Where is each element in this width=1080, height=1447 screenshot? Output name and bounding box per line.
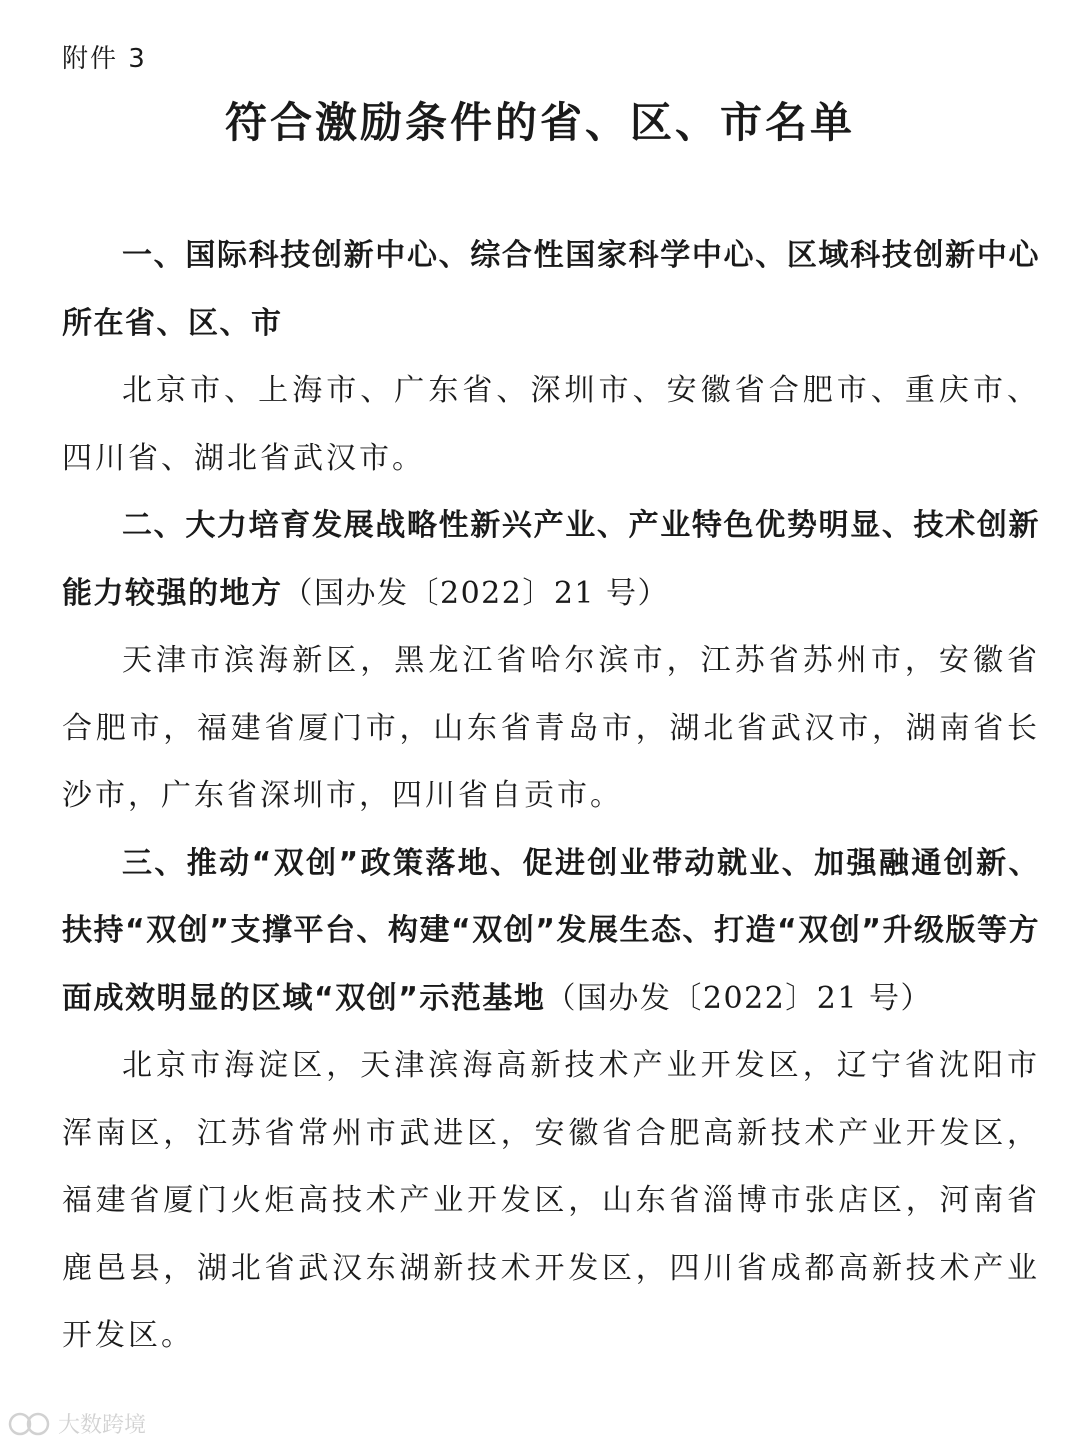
section-3-heading-text: 三、推动“双创”政策落地、促进创业带动就业、加强融通创新、扶持“双创”支撑平台、构建“双创”发展生态、打造“双创”升级版等方面成效明显的区域“双创”示范基地 [62, 845, 1040, 1016]
section-2-heading [62, 492, 1040, 627]
watermark-logo-icon [8, 1411, 52, 1437]
section-2-heading-text: 二、大力培育发展战略性新兴产业、产业特色优势明显、技术创新能力较强的地方 [62, 508, 1040, 611]
section-2-body: 天津市滨海新区，黑龙江省哈尔滨市，江苏省苏州市，安徽省合肥市，福建省厦门市，山东省青岛市，湖北省武汉市，湖南省长沙市，广东省深圳市，四川省自贡市。 [62, 643, 1040, 813]
watermark [8, 1408, 146, 1439]
page-title: 符合激励条件的省、区、市名单 [224, 98, 855, 147]
watermark-text: 大数跨境 [58, 1413, 147, 1438]
section-2-heading-note: （国办发〔2022〕21 号） [282, 575, 670, 611]
section-1-heading [62, 222, 1040, 357]
section-3-heading-note: （国办发〔2022〕21 号） [545, 980, 932, 1016]
attachment-label: 附件 3 [62, 44, 147, 74]
section-3-body: 北京市海淀区，天津滨海高新技术产业开发区，辽宁省沈阳市浑南区，江苏省常州市武进区，安徽省合肥高新技术产业开发区，福建省厦门火炬高技术产业开发区，山东省淄博市张店区，河南省鹿邑县，湖北省武汉东湖新技术开发区，四川省成都高新技术产业开发区。 [62, 1048, 1040, 1353]
document-body [62, 222, 1040, 1370]
section-3-heading [62, 830, 1040, 1033]
section-1-heading-text: 一、国际科技创新中心、综合性国家科学中心、区域科技创新中心所在省、区、市 [62, 238, 1040, 341]
section-1-body: 北京市、上海市、广东省、深圳市、安徽省合肥市、重庆市、四川省、湖北省武汉市。 [62, 373, 1040, 476]
